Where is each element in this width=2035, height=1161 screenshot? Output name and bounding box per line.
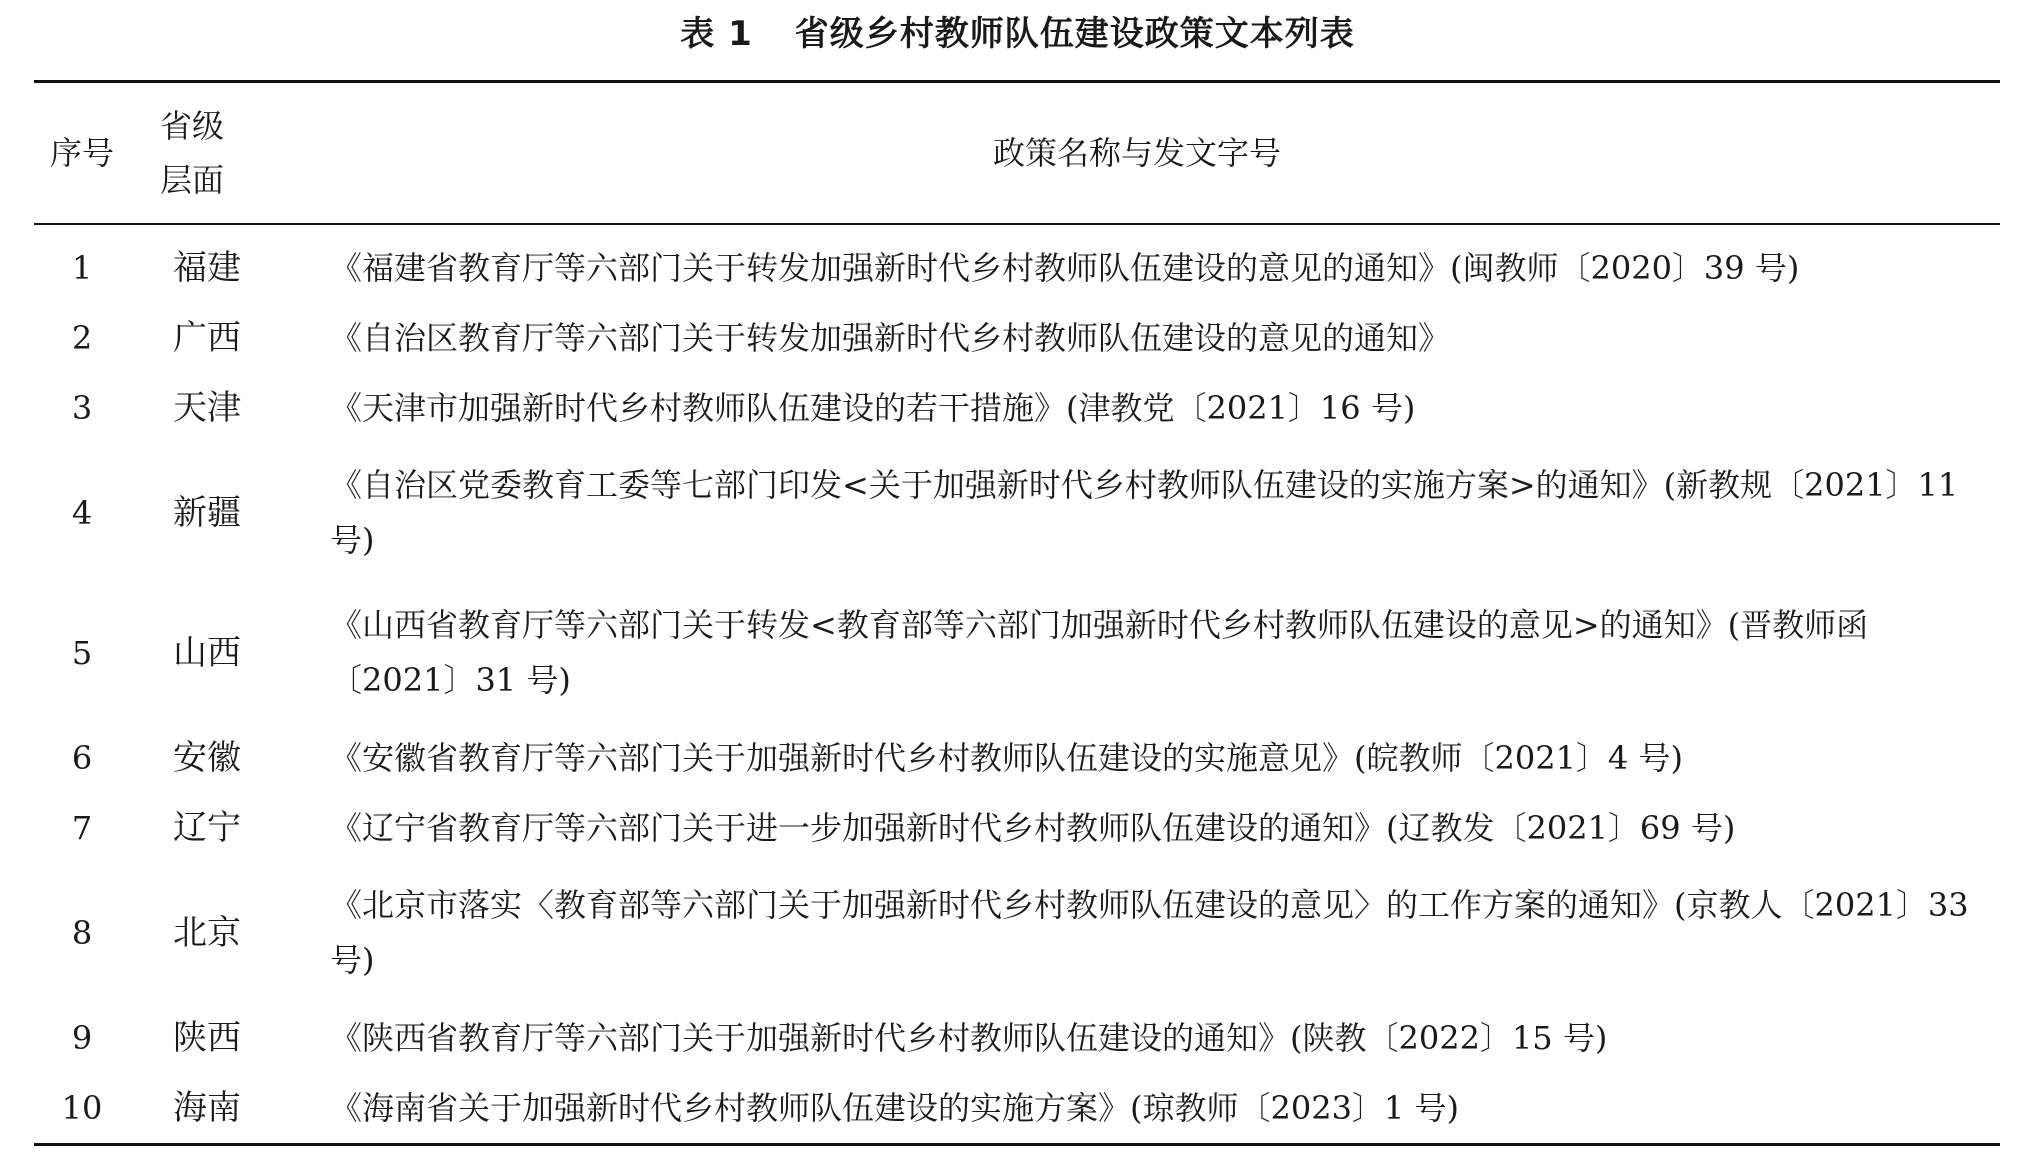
row-index: 7 <box>71 808 93 847</box>
row-policy: 《山西省教育厅等六部门关于转发<教育部等六部门加强新时代乡村教师队伍建设的意见>的通知》(晋教师函〔2021〕31 号) <box>330 606 1869 699</box>
row-province: 安徽 <box>173 737 241 778</box>
table-row <box>34 863 2000 1003</box>
table-row <box>34 224 2000 303</box>
row-province: 广西 <box>173 317 241 358</box>
row-index: 8 <box>71 913 93 952</box>
table-row <box>34 793 2000 863</box>
row-province: 辽宁 <box>173 807 241 848</box>
header-province-line2: 层面 <box>160 161 225 199</box>
row-policy: 《福建省教育厅等六部门关于转发加强新时代乡村教师队伍建设的意见的通知》(闽教师〔2020〕39 号) <box>330 248 1800 287</box>
row-index: 9 <box>71 1018 93 1057</box>
table-row <box>34 303 2000 373</box>
row-province: 海南 <box>173 1087 241 1128</box>
policy-table <box>34 80 2000 1146</box>
row-province: 福建 <box>173 247 241 288</box>
row-province: 天津 <box>173 387 241 428</box>
table-row <box>34 1073 2000 1145</box>
row-policy: 《自治区党委教育工委等七部门印发<关于加强新时代乡村教师队伍建设的实施方案>的通知》(新教规〔2021〕11 号) <box>330 466 1959 559</box>
row-province: 新疆 <box>173 492 241 533</box>
table-number: 表 1 <box>680 14 753 54</box>
row-policy: 《安徽省教育厅等六部门关于加强新时代乡村教师队伍建设的实施意见》(皖教师〔2021〕4 号) <box>330 738 1683 777</box>
row-province: 北京 <box>173 912 241 953</box>
table-row <box>34 443 2000 583</box>
header-index: 序号 <box>49 133 114 172</box>
header-province-line1: 省级 <box>160 107 225 145</box>
row-policy: 《海南省关于加强新时代乡村教师队伍建设的实施方案》(琼教师〔2023〕1 号) <box>330 1088 1459 1127</box>
table-row <box>34 1003 2000 1073</box>
table-row <box>34 723 2000 793</box>
row-index: 5 <box>71 633 93 672</box>
table-caption <box>0 8 2035 60</box>
row-policy: 《天津市加强新时代乡村教师队伍建设的若干措施》(津教党〔2021〕16 号) <box>330 388 1416 427</box>
header-province <box>130 82 284 225</box>
row-province: 山西 <box>173 632 241 673</box>
row-policy: 《自治区教育厅等六部门关于转发加强新时代乡村教师队伍建设的意见的通知》 <box>330 318 1451 357</box>
table-row <box>34 373 2000 443</box>
row-policy: 《北京市落实〈教育部等六部门关于加强新时代乡村教师队伍建设的意见〉的工作方案的通知》(京教人〔2021〕33 号) <box>330 886 1969 979</box>
table-title: 省级乡村教师队伍建设政策文本列表 <box>794 14 1355 54</box>
row-index: 3 <box>71 388 93 427</box>
header-policy: 政策名称与发文字号 <box>992 133 1281 172</box>
row-index: 4 <box>71 493 93 532</box>
row-index: 10 <box>61 1088 103 1127</box>
row-province: 陕西 <box>173 1017 241 1058</box>
header-row <box>34 82 2000 225</box>
row-policy: 《辽宁省教育厅等六部门关于进一步加强新时代乡村教师队伍建设的通知》(辽教发〔2021〕69 号) <box>330 808 1736 847</box>
row-index: 1 <box>71 248 93 287</box>
row-index: 6 <box>71 738 93 777</box>
row-policy: 《陕西省教育厅等六部门关于加强新时代乡村教师队伍建设的通知》(陕教〔2022〕15 号) <box>330 1018 1608 1057</box>
row-index: 2 <box>71 318 93 357</box>
table-row <box>34 583 2000 723</box>
